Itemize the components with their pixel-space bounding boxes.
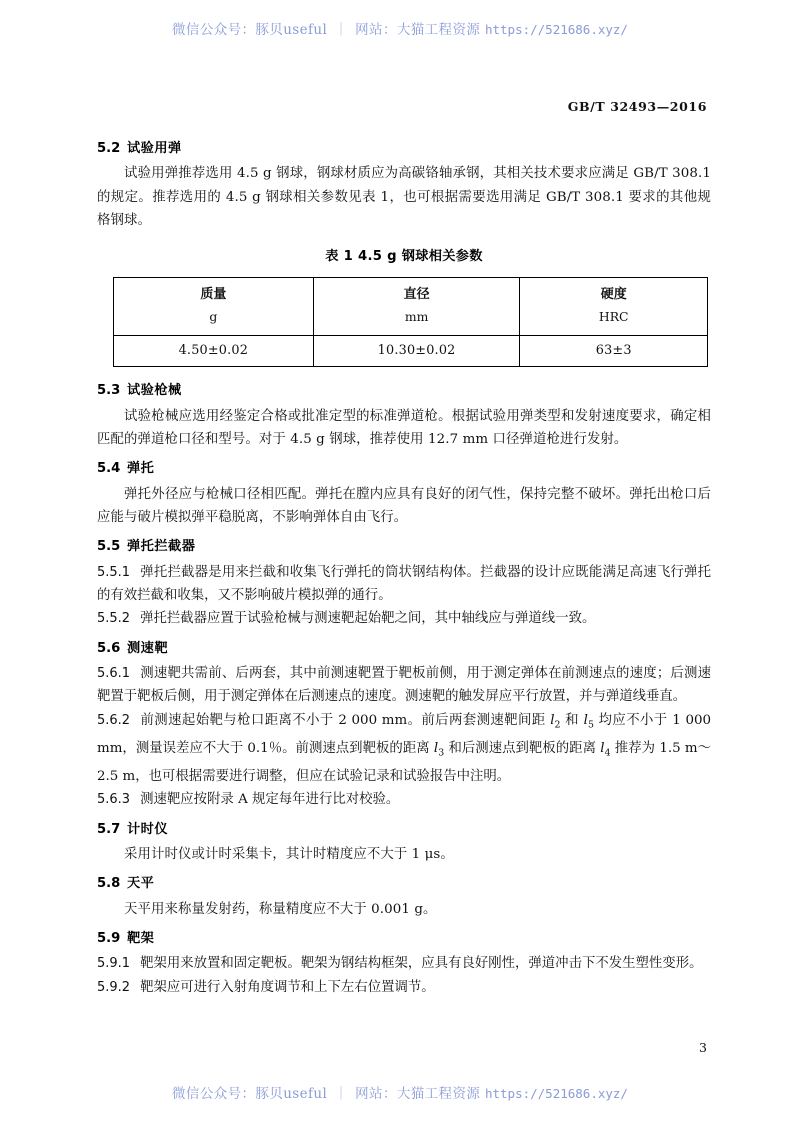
variable-l3 <box>433 740 445 759</box>
table-header-diameter-unit: mm <box>404 309 429 325</box>
clause-text-part-3: 均应不小于 1 000 mm，测量误差应不大于 0.1％。前测速点到靶板的距离 <box>97 712 712 756</box>
spacer <box>97 631 711 642</box>
table-cell-diameter-value: 10.30±0.02 <box>313 336 520 367</box>
table-row <box>114 336 708 367</box>
clause-5-5-1 <box>97 561 711 608</box>
clause-5-6-1 <box>97 662 711 709</box>
clause-text-part-1: 前测速起始靶与枪口距离不小于 2 000 mm。前后两套测速靶间距 <box>140 712 551 728</box>
spacer <box>97 367 711 384</box>
section-number: 5.8 <box>97 876 121 892</box>
section-heading-5-6 <box>97 642 711 655</box>
table-header-diameter-name: 直径 <box>403 287 430 303</box>
clause-number: 5.5.2 <box>97 611 131 627</box>
variable-symbol: l <box>583 712 588 728</box>
section-title: 靶架 <box>127 931 155 947</box>
clause-number: 5.5.1 <box>97 564 131 580</box>
section-heading-5-7 <box>97 823 711 836</box>
variable-subscript: 2 <box>554 719 561 731</box>
clause-number: 5.6.1 <box>97 666 131 682</box>
spacer <box>97 398 711 405</box>
section-heading-5-9 <box>97 932 711 945</box>
section-heading-5-8 <box>97 877 711 890</box>
spacer <box>97 945 711 952</box>
watermark-separator: ｜ <box>334 22 349 38</box>
watermark-wechat-label: 微信公众号：豚贝useful <box>172 22 328 38</box>
section-heading-5-2 <box>97 142 711 155</box>
section-title: 天平 <box>127 876 155 892</box>
variable-subscript: 5 <box>587 719 594 731</box>
clause-text: 弹托拦截器应置于试验枪械与测速靶起始靶之间，其中轴线应与弹道线一致。 <box>140 611 596 627</box>
section-number: 5.4 <box>97 461 121 477</box>
section-number: 5.5 <box>97 539 121 555</box>
spacer <box>97 836 711 843</box>
paragraph-5-7: 采用计时仪或计时采集卡，其计时精度应不大于 1 μs。 <box>124 847 454 863</box>
clause-text-part-5: 推荐为 1.5 m～2.5 m，也可根据需要进行调整，但应在试验记录和试验报告中注明。 <box>97 740 711 785</box>
spacer <box>97 232 711 245</box>
clause-text: 靶架应可进行入射角度调节和上下左右位置调节。 <box>140 979 435 995</box>
clause-5-9-2 <box>97 976 711 999</box>
document-body <box>97 142 711 999</box>
variable-subscript: 3 <box>438 747 445 759</box>
watermark-separator: ｜ <box>334 1086 349 1102</box>
clause-5-6-3 <box>97 788 711 811</box>
table-1-steel-ball-parameters <box>113 277 708 367</box>
table-header-mass-name: 质量 <box>200 287 227 303</box>
page-number: 3 <box>699 1040 707 1055</box>
paragraph-5-2: 试验用弹推荐选用 4.5 g 钢球，钢球材质应为高碳铬轴承钢，其相关技术要求应满足 GB/T 308.1 的规定。推荐选用的 4.5 g 钢球相关参数见表 1，也可根据需要选用满足 GB/T 308.1 要求的其他规格钢球。 <box>97 166 711 229</box>
clause-number: 5.9.2 <box>97 979 131 995</box>
clause-text: 测速靶应按附录 A 规定每年进行比对校验。 <box>140 792 400 808</box>
variable-l2 <box>550 712 561 731</box>
paragraph-5-8: 天平用来称量发射药，称量精度应不大于 0.001 g。 <box>124 901 437 917</box>
section-title: 试验用弹 <box>127 141 182 156</box>
spacer <box>97 476 711 483</box>
clause-text: 弹托拦截器是用来拦截和收集飞行弹托的筒状钢结构体。拦截器的设计应既能满足高速飞行弹托的有效拦截和收集，又不影响破片模拟弹的通行。 <box>97 564 711 604</box>
watermark-bottom <box>0 1082 800 1102</box>
spacer <box>97 866 711 877</box>
table-header-hardness-unit: HRC <box>598 309 629 325</box>
section-heading-5-4 <box>97 462 711 475</box>
paragraph-5-3: 试验枪械应选用经鉴定合格或批准定型的标准弹道枪。根据试验用弹类型和发射速度要求，确定相匹配的弹道枪口径和型号。对于 4.5 g 钢球，推荐使用 12.7 mm 口径弹道枪进行发射。 <box>97 408 711 448</box>
clause-number: 5.9.1 <box>97 956 131 972</box>
variable-subscript: 4 <box>604 747 611 759</box>
section-title: 试验枪械 <box>127 383 182 399</box>
table-header-diameter <box>313 278 520 336</box>
watermark-wechat-label: 微信公众号：豚贝useful <box>172 1086 328 1102</box>
spacer <box>97 812 711 823</box>
spacer <box>97 451 711 462</box>
spacer <box>97 554 711 561</box>
clause-text: 靶架用来放置和固定靶板。靶架为钢结构框架，应具有良好刚性，弹道冲击下不发生塑性变形。 <box>140 956 703 972</box>
clause-5-6-2 <box>97 709 711 789</box>
section-title: 计时仪 <box>127 821 169 837</box>
watermark-site-label: 网站：大猫工程资源 <box>355 1086 481 1102</box>
table-cell-hardness-value: 63±3 <box>520 336 708 367</box>
watermark-site-label: 网站：大猫工程资源 <box>355 22 481 38</box>
table-header-row <box>114 278 708 336</box>
clause-text-part-4: 和后测速点到靶板的距离 <box>444 740 601 756</box>
variable-l4 <box>600 740 611 759</box>
table-header-hardness <box>520 278 708 336</box>
table-header-mass-unit: g <box>209 309 218 325</box>
table-header-hardness-name: 硬度 <box>600 287 627 303</box>
section-title: 测速靶 <box>127 640 169 656</box>
clause-text-part-2: 和 <box>560 712 584 728</box>
variable-symbol: l <box>550 712 555 728</box>
table-cell-mass-value: 4.50±0.02 <box>114 336 314 367</box>
section-number: 5.9 <box>97 931 121 947</box>
watermark-url: https://521686.xyz/ <box>484 1086 628 1101</box>
watermark-url: https://521686.xyz/ <box>484 22 628 37</box>
standard-number-header: GB/T 32493—2016 <box>567 99 707 114</box>
table-1-caption: 表 1 4.5 g 钢球相关参数 <box>325 249 483 265</box>
clause-text: 测速靶共需前、后两套，其中前测速靶置于靶板前侧，用于测定弹体在前测速点的速度；后测速靶置于靶板后侧，用于测定弹体在后测速点的速度。测速靶的触发屏应平行放置，并与弹道线垂直。 <box>97 666 711 705</box>
spacer <box>97 921 711 932</box>
paragraph-5-4: 弹托外径应与枪械口径相匹配。弹托在膛内应具有良好的闭气性，保持完整不破坏。弹托出枪口后应能与破片模拟弹平稳脱离，不影响弹体自由飞行。 <box>97 486 711 526</box>
section-number: 5.7 <box>97 821 121 837</box>
table-header-mass <box>114 278 314 336</box>
clause-5-9-1 <box>97 952 711 975</box>
clause-number: 5.6.3 <box>97 792 131 808</box>
variable-symbol: l <box>600 740 605 756</box>
section-number: 5.6 <box>97 640 121 656</box>
spacer <box>97 155 711 162</box>
section-title: 弹托拦截器 <box>127 539 196 555</box>
section-title: 弹托 <box>127 461 155 477</box>
section-heading-5-3 <box>97 384 711 397</box>
clause-5-5-2 <box>97 607 711 630</box>
clause-number: 5.6.2 <box>97 712 131 728</box>
section-number: 5.3 <box>97 383 121 399</box>
section-heading-5-5 <box>97 540 711 553</box>
variable-symbol: l <box>433 740 439 756</box>
spacer <box>97 891 711 898</box>
spacer <box>97 655 711 662</box>
section-number: 5.2 <box>97 141 121 156</box>
variable-l5 <box>583 712 594 731</box>
